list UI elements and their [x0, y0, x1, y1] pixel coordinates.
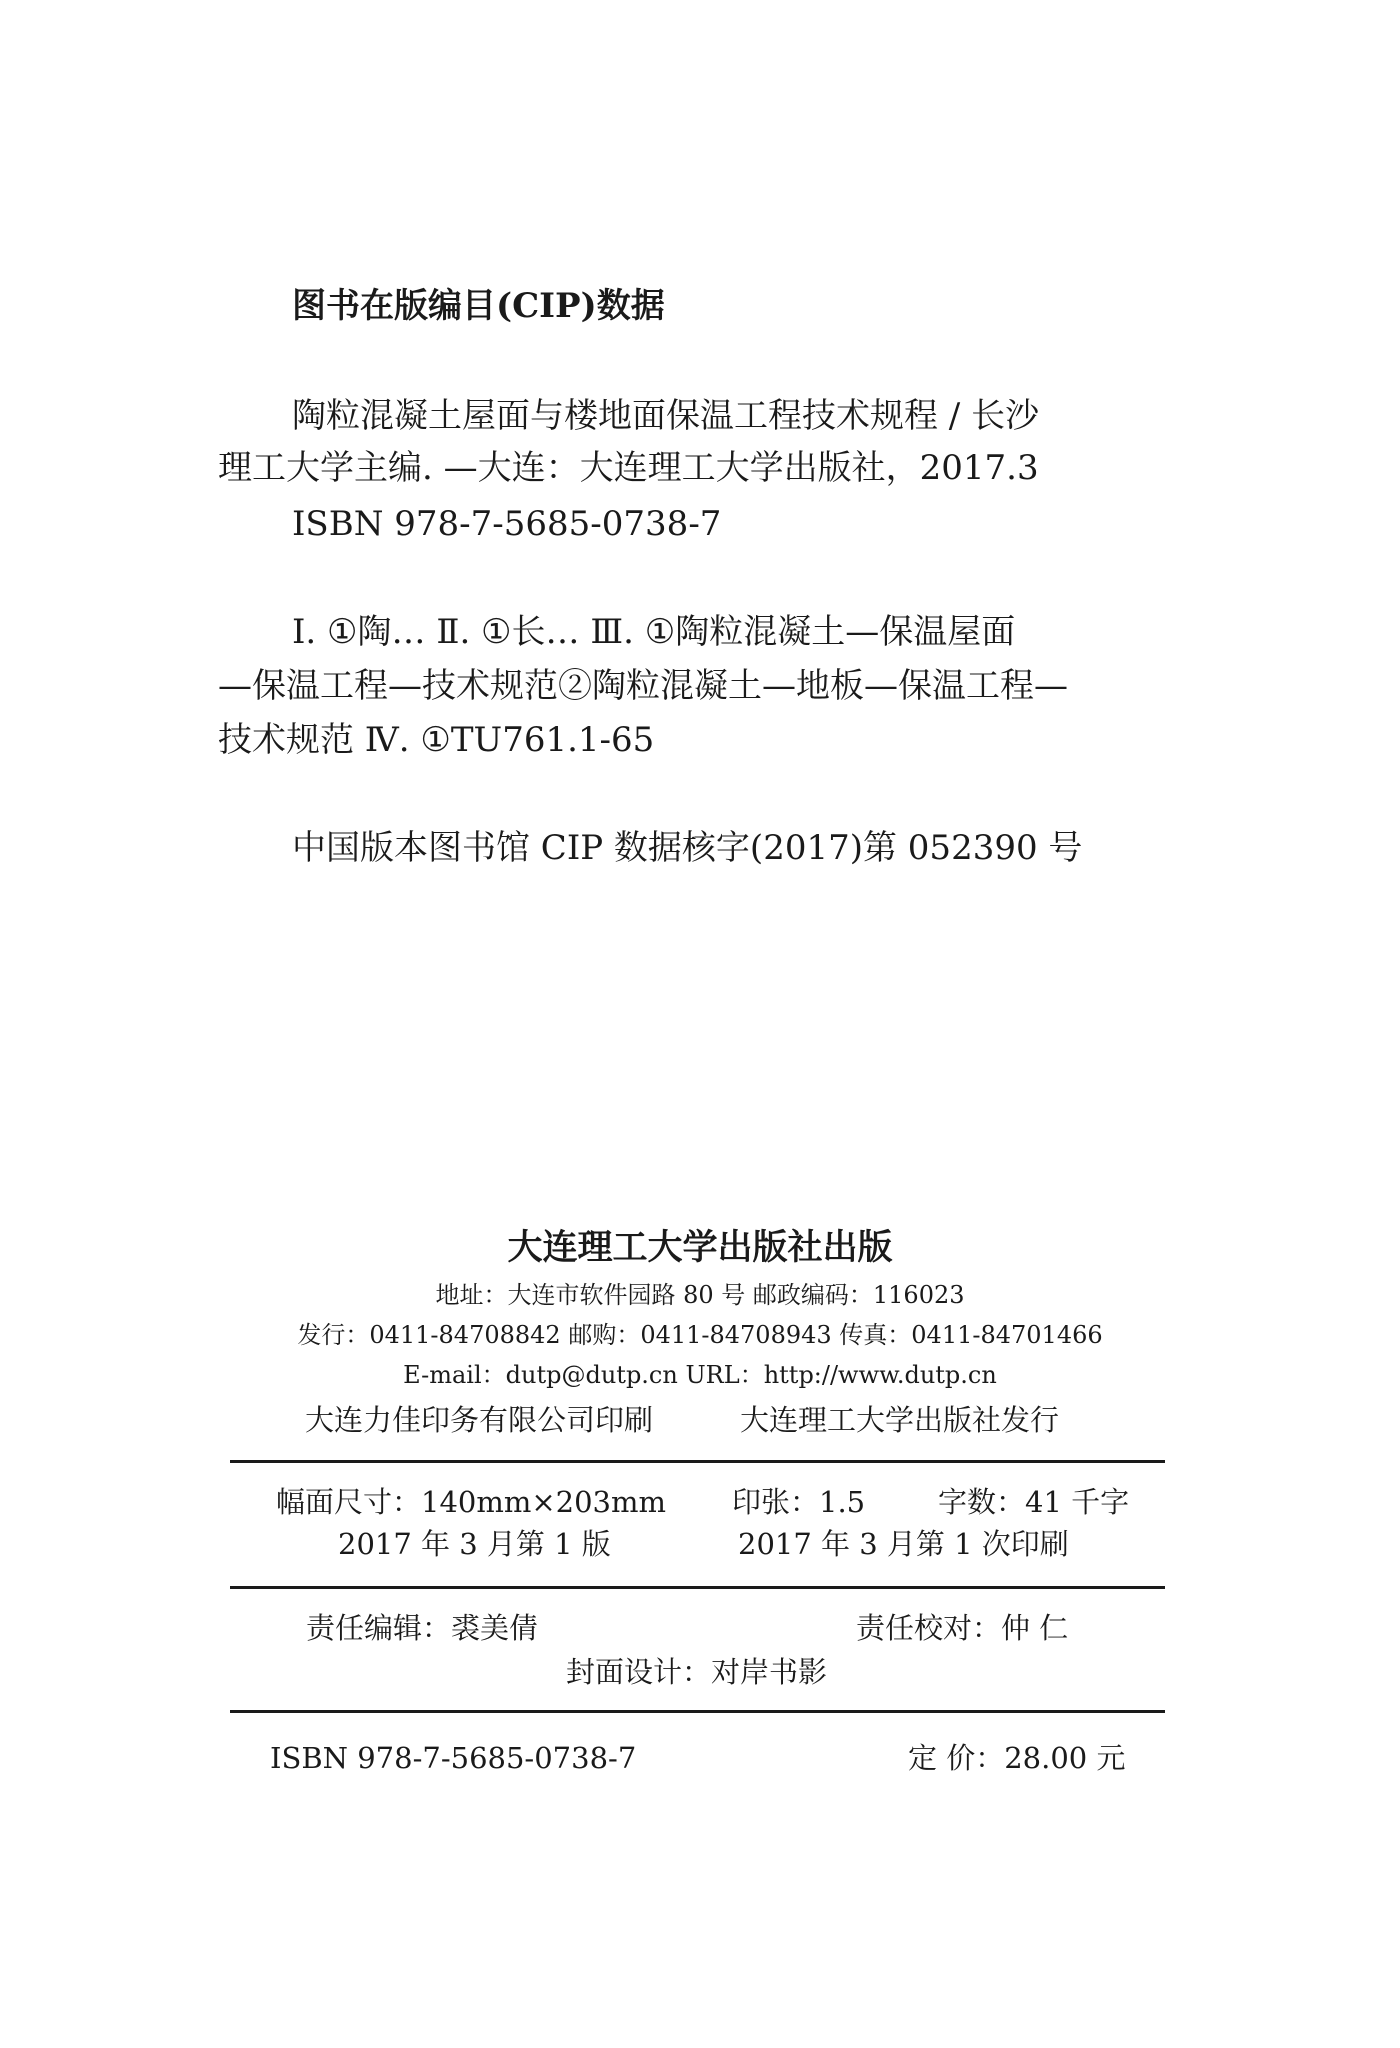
cip-library-record: 中国版本图书馆 CIP 数据核字(2017)第 052390 号 [292, 828, 1083, 868]
distributor: 大连理工大学出版社发行 [740, 1403, 1060, 1437]
staff-cover-design: 封面设计：对岸书影 [566, 1655, 828, 1689]
cip-title-line-1: 陶粒混凝土屋面与楼地面保温工程技术规程 / 长沙 [292, 396, 1040, 436]
staff-editor: 责任编辑：裘美倩 [306, 1611, 539, 1645]
cip-isbn: ISBN 978-7-5685-0738-7 [292, 504, 722, 544]
publisher-phones: 发行：0411-84708842 邮购：0411-84708943 传真：0411-84701466 [297, 1321, 1103, 1349]
divider-middle [230, 1586, 1165, 1589]
staff-proofreader: 责任校对：仲 仁 [856, 1611, 1069, 1645]
cip-subject-line-3: 技术规范 Ⅳ. ①TU761.1-65 [218, 720, 655, 760]
spec-sheets: 印张：1.5 [732, 1485, 866, 1519]
spec-words: 字数：41 千字 [938, 1485, 1130, 1519]
cip-heading: 图书在版编目(CIP)数据 [292, 286, 665, 326]
spec-format: 幅面尺寸：140mm×203mm [276, 1485, 666, 1519]
divider-bottom [230, 1710, 1165, 1713]
spec-printing: 2017 年 3 月第 1 次印刷 [738, 1527, 1069, 1561]
divider-top [230, 1460, 1165, 1463]
cip-subject-line-1: Ⅰ. ①陶… Ⅱ. ①长… Ⅲ. ①陶粒混凝土—保温屋面 [292, 612, 1016, 652]
cip-title-line-2: 理工大学主编. —大连：大连理工大学出版社，2017.3 [218, 448, 1039, 488]
publisher-address: 地址：大连市软件园路 80 号 邮政编码：116023 [435, 1281, 965, 1309]
cip-subject-line-2: —保温工程—技术规范②陶粒混凝土—地板—保温工程— [218, 666, 1068, 706]
spec-edition: 2017 年 3 月第 1 版 [338, 1527, 611, 1561]
printer: 大连力佳印务有限公司印刷 [305, 1403, 654, 1437]
footer-price: 定 价：28.00 元 [908, 1741, 1126, 1775]
publisher-name: 大连理工大学出版社出版 [507, 1227, 893, 1268]
footer-isbn: ISBN 978-7-5685-0738-7 [270, 1741, 637, 1775]
publisher-web: E-mail：dutp@dutp.cn URL：http://www.dutp.cn [403, 1361, 997, 1389]
